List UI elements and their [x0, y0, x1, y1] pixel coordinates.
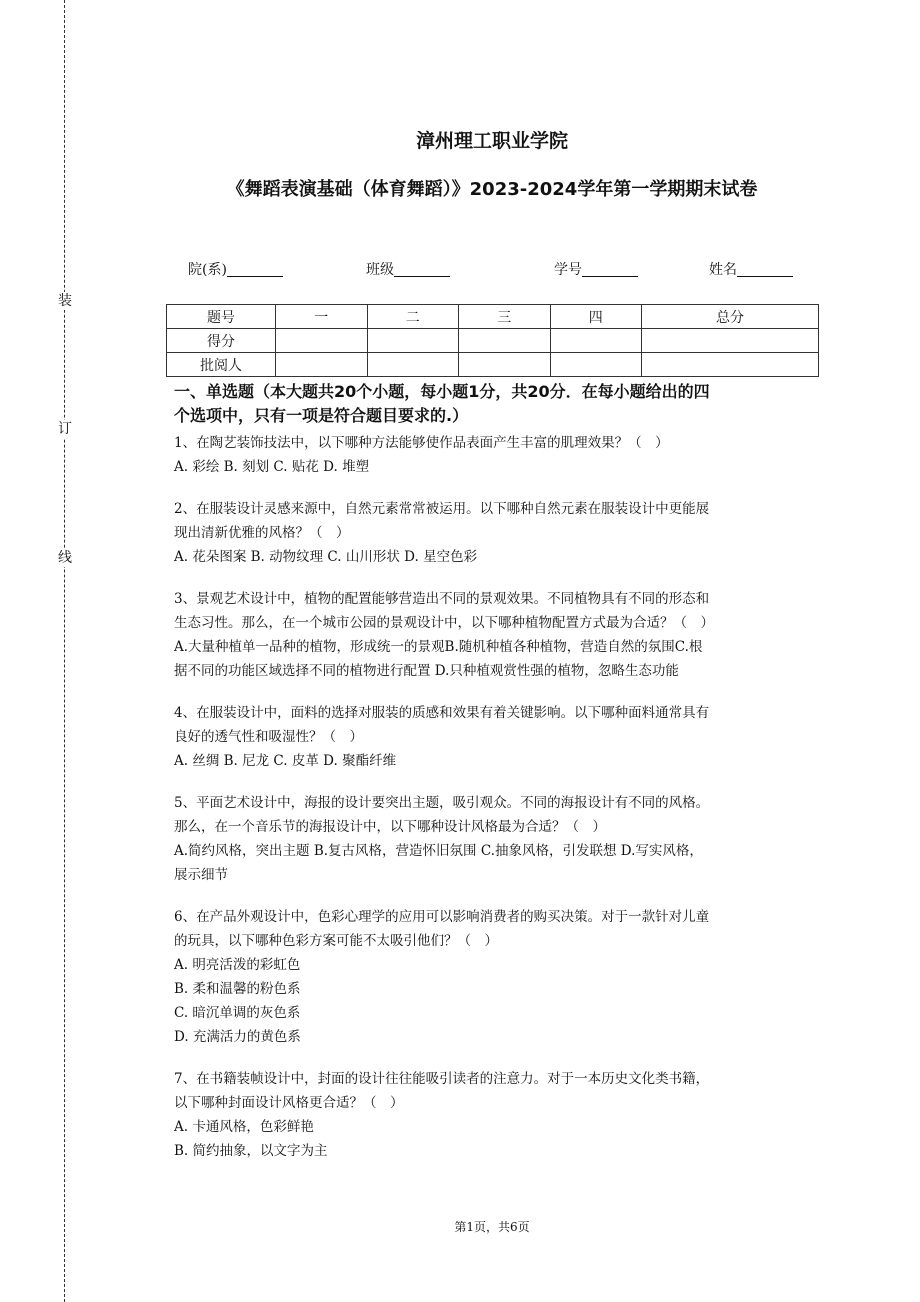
question-5 [174, 791, 822, 887]
question-3 [174, 587, 822, 683]
question-stem-line: 那么，在一个音乐节的海报设计中，以下哪种设计风格最为合适？（ ） [174, 819, 606, 835]
question-options-line: A. 彩绘 B. 刻划 C. 贴花 D. 堆塑 [174, 459, 370, 475]
info-field-student-id[interactable]: 学号 [554, 259, 638, 279]
question-stem-line: 良好的透气性和吸湿性？（ ） [174, 729, 363, 745]
question-options-line: 展示细节 [174, 867, 228, 883]
info-field-name[interactable]: 姓名 [709, 259, 793, 279]
score-cell [367, 353, 459, 377]
question-options-line: A.简约风格，突出主题 B.复古风格，营造怀旧氛围 C.抽象风格，引发联想 D.写实风格， [174, 843, 703, 859]
score-cell [276, 329, 368, 353]
question-stem-line: 1、在陶艺装饰技法中，以下哪种方法能够使作品表面产生丰富的肌理效果？（ ） [174, 435, 669, 451]
score-row-label: 得分 [167, 329, 276, 353]
score-cell [459, 329, 551, 353]
question-stem-line: 5、平面艺术设计中，海报的设计要突出主题，吸引观众。不同的海报设计有不同的风格。 [174, 795, 710, 811]
question-stem-line: 7、在书籍装帧设计中，封面的设计往往能吸引读者的注意力。对于一本历史文化类书籍， [174, 1071, 710, 1087]
section-heading: 一、单选题（本大题共20个小题，每小题1分，共20分．在每小题给出的四 个选项中，只有一项是符合题目要求的.） [174, 382, 710, 425]
score-row-label: 批阅人 [167, 353, 276, 377]
binding-char-zhuang: 装 [58, 293, 72, 309]
score-cell [550, 329, 642, 353]
score-cell [550, 353, 642, 377]
question-stem-line: 现出清新优雅的风格？（ ） [174, 525, 350, 541]
score-header-cell: 三 [459, 305, 551, 329]
binding-char-xian: 线 [58, 550, 72, 566]
question-stem-line: 6、在产品外观设计中，色彩心理学的应用可以影响消费者的购买决策。对于一款针对儿童 [174, 909, 710, 925]
binding-char-ding: 订 [58, 421, 72, 437]
question-options-line: A. 卡通风格，色彩鲜艳 [174, 1119, 314, 1135]
info-field-class[interactable]: 班级 [366, 259, 450, 279]
question-options-line: A. 丝绸 B. 尼龙 C. 皮革 D. 聚酯纤维 [174, 753, 397, 769]
question-options-line: A. 花朵图案 B. 动物纹理 C. 山川形状 D. 星空色彩 [174, 549, 478, 565]
question-6 [174, 905, 822, 1049]
question-1 [174, 431, 822, 479]
question-stem-line: 以下哪种封面设计风格更合适？（ ） [174, 1095, 404, 1111]
score-header-cell: 四 [550, 305, 642, 329]
score-table-row [167, 329, 819, 353]
score-header-cell: 一 [276, 305, 368, 329]
question-stem-line: 的玩具，以下哪种色彩方案可能不太吸引他们？（ ） [174, 933, 498, 949]
score-table-header-row [167, 305, 819, 329]
score-cell [642, 329, 819, 353]
question-4 [174, 701, 822, 773]
score-header-cell: 二 [367, 305, 459, 329]
question-stem-line: 4、在服装设计中，面料的选择对服装的质感和效果有着关键影响。以下哪种面料通常具有 [174, 705, 710, 721]
page-footer: 第1页，共6页 [454, 1220, 530, 1234]
score-table [166, 304, 819, 377]
question-stem-line: 2、在服装设计灵感来源中，自然元素常常被运用。以下哪种自然元素在服装设计中更能展 [174, 501, 710, 517]
question-2 [174, 497, 822, 569]
question-list [174, 431, 822, 1163]
score-cell [642, 353, 819, 377]
question-7 [174, 1067, 822, 1163]
question-options-line: A. 明亮活泼的彩虹色 [174, 957, 301, 973]
score-table-row [167, 353, 819, 377]
question-options-line: 据不同的功能区域选择不同的植物进行配置 D.只种植观赏性强的植物，忽略生态功能 [174, 663, 679, 679]
exam-title: 《舞蹈表演基础（体育舞蹈）》2023-2024学年第一学期期末试卷 [226, 179, 758, 200]
score-cell [276, 353, 368, 377]
question-stem-line: 3、景观艺术设计中，植物的配置能够营造出不同的景观效果。不同植物具有不同的形态和 [174, 591, 710, 607]
question-options-line: B. 简约抽象，以文字为主 [174, 1143, 328, 1159]
score-cell [459, 353, 551, 377]
question-options-line: D. 充满活力的黄色系 [174, 1029, 301, 1045]
score-header-cell: 总分 [642, 305, 819, 329]
school-name: 漳州理工职业学院 [415, 130, 568, 152]
question-options-line: C. 暗沉单调的灰色系 [174, 1005, 301, 1021]
question-stem-line: 生态习性。那么，在一个城市公园的景观设计中，以下哪种植物配置方式最为合适？（ ） [174, 615, 714, 631]
info-field-department[interactable]: 院(系) [188, 259, 283, 279]
score-cell [367, 329, 459, 353]
score-header-cell: 题号 [167, 305, 276, 329]
question-options-line: A.大量种植单一品种的植物，形成统一的景观B.随机种植各种植物，营造自然的氛围C.根 [174, 639, 703, 655]
question-options-line: B. 柔和温馨的粉色系 [174, 981, 301, 997]
question-area [174, 380, 822, 1181]
